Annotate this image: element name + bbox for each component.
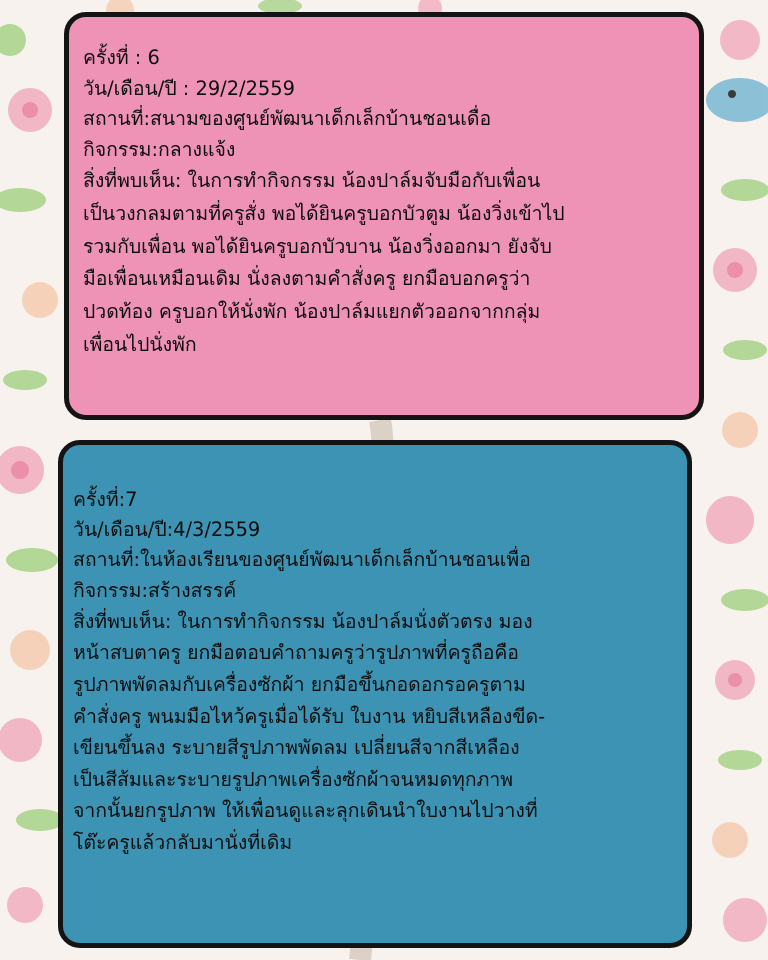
observation-line: ปวดท้อง ครูบอกให้นั่งพัก น้องปาล์มแยกตัวออกจากกลุ่ม — [83, 300, 541, 324]
observation-line: หน้าสบตาครู ยกมือตอบคำถามครูว่ารูปภาพที่ครูถือคือ — [73, 641, 519, 665]
observation-line: เขียนขึ้นลง ระบายสีรูปภาพพัดลม เปลี่ยนสีจากสีเหลือง — [73, 736, 520, 760]
observation-line: เป็นสีส้มและระบายรูปภาพเครื่องซักผ้าจนหมดทุกภาพ — [73, 767, 514, 791]
activity-line: กิจกรรม:สร้างสรรค์ — [73, 578, 237, 602]
observation-line: รวมกับเพื่อน พอได้ยินครูบอกบัวบาน น้องวิ่งออกมา ยังจับ — [83, 234, 552, 258]
observation-line: รูปภาพพัดลมกับเครื่องซักผ้า ยกมือขึ้นกอดอกรอครูตาม — [73, 673, 526, 696]
observation-line: มือเพื่อนเหมือนเดิม นั่งลงตามคำสั่งครู ยกมือบอกครูว่า — [83, 267, 531, 291]
observation-line: โต๊ะครูแล้วกลับมานั่งที่เดิม — [73, 830, 293, 854]
observation-line: สิ่งที่พบเห็น: ในการทำกิจกรรม น้องปาล์มนั่งตัวตรง มอง — [73, 609, 533, 633]
observation-line: สิ่งที่พบเห็น: ในการทำกิจกรรม น้องปาล์มจับมือกับเพื่อน — [83, 169, 541, 192]
observation-line: จากนั้นยกรูปภาพ ให้เพื่อนดูและลุกเดินนำใบงานไปวางที่ — [73, 799, 538, 823]
observation-card-session-6 — [64, 12, 704, 420]
place-line: สถานที่:สนามของศูนย์พัฒนาเด็กเล็กบ้านชอนเดื่อ — [83, 107, 492, 130]
date-line: วัน/เดือน/ปี : 29/2/2559 — [83, 76, 295, 100]
observation-line: เป็นวงกลมตามที่ครูสั่ง พอได้ยินครูบอกบัวตูม น้องวิ่งเข้าไป — [83, 201, 565, 225]
observation-card-session-7 — [58, 440, 692, 948]
observation-line: คำสั่งครู พนมมือไหว้ครูเมื่อได้รับ ใบงาน หยิบสีเหลืองขีด- — [73, 704, 546, 728]
session-number: ครั้งที่:7 — [73, 488, 138, 511]
date-line: วัน/เดือน/ปี:4/3/2559 — [73, 518, 261, 542]
place-line: สถานที่:ในห้องเรียนของศูนย์พัฒนาเด็กเล็กบ้านชอนเพื่อ — [73, 548, 531, 572]
observation-line: เพื่อนไปนั่งพัก — [83, 332, 197, 356]
session-number: ครั้งที่ : 6 — [83, 46, 160, 69]
activity-line: กิจกรรม:กลางแจ้ง — [83, 137, 236, 161]
